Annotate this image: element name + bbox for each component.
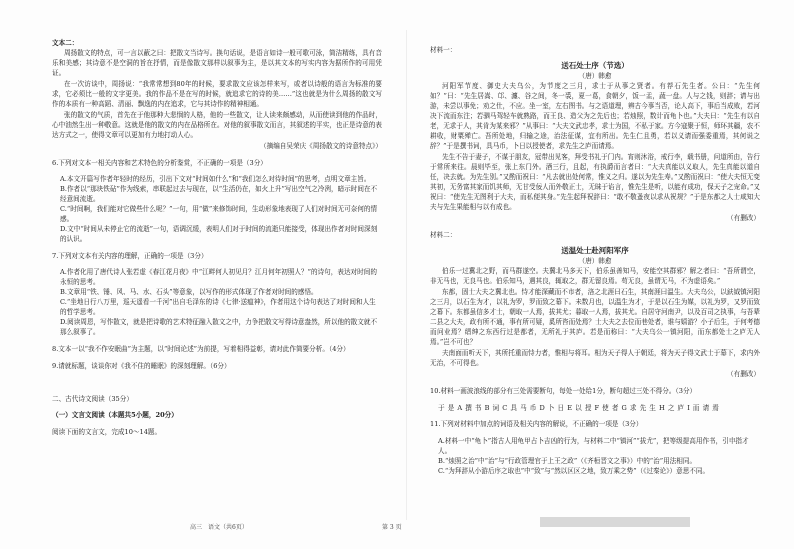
q7-option-a: A.作者化用了唐代诗人张若虚《春江花月夜》中“江畔何人初见月？江月何年初照人？”的诗句，表达对时间的永恒的思考。: [60, 268, 377, 287]
text2-para-2: 张的散文的气质，首先在于他那种大悲悯的人格，他的一些散文，让人读来颇感动，从而使读到他的作品时，心中油然生出一种敬意。这就是他的散文的内在品格所在。对他的叙事散文而言，其叙述的平实，也正是诗意的表达方式之一，使得文章可以更加有力地打动人心。: [52, 111, 382, 139]
material-1-label: 材料一：: [430, 45, 457, 54]
material-1-source: （有删改）: [727, 214, 760, 223]
redacted-block: [540, 517, 690, 527]
section-2-title: 二、古代诗文阅读（35分）: [52, 394, 133, 403]
footer-left: 高三 语文（共6页）: [190, 524, 248, 531]
q11-option-c: C.“为拜辞从小游后序之取也”中“致”与“然以区区之地，致万乘之势”（《过秦论》）意思不同。: [438, 466, 710, 475]
material-2-source: （有删改）: [727, 370, 760, 379]
left-column: [52, 38, 382, 508]
question-6: 6.下列对文本一相关内容和艺术特色的分析鉴赏，不正确的一项是（3分）: [52, 158, 267, 167]
q6-option-d: D.文中“时间从未停止它的流逝”一句，语调沉缓，表明人们对于时间的流逝只能接受，体现出作者对时间深刻的认识。: [60, 225, 378, 244]
material-2-author: （唐）韩愈: [578, 257, 612, 266]
q11-option-b: B.“烛照之治”中“治”与“行政管理官于上王之政”（《齐桓晋文之事》）中的“治”用法相同。: [438, 456, 697, 465]
text2-para-1: 周扬散文的特点，可一言以蔽之曰：把散文当诗写。换句话说，是语言如诗一般可歌可泳，简洁精练，具有音乐和美感；其诗意不是空洞的旨在抒情，而是像散文那样以叙事为主，是以其文本的写实内容为据所作的可用凭证。: [52, 49, 382, 77]
material-2-para-2: 东都，固士大夫之冀北也。恃才能深藏而不市者，洛之北涯曰石生，其南涯曰温生。大夫乌公，以鈇钺镇河阳之三月，以石生为才，以礼为罗，罗而致之幕下。未数月也，以温生为才，于是以石生为媒，以礼为罗，又罗而致之幕下。东都虽信多才士，朝取一人焉，拔其尤；暮取一人焉，拔其尤。自居守河南尹，以及百司之执事，与吾辈二县之大夫，政有所不通，事有所可疑，奚所咨而处焉？士大夫之去位而巷处者，谁与嬉游？小子后生，于何考德而问业焉？缙绅之东西行过是都者，无所礼于其庐。若是而称曰：“大夫乌公一镇河阳，而东都处士之庐无人焉。”岂不可也？: [430, 288, 760, 347]
q6-option-b: B.作者以“那块铁砧”作为线索，串联起过去与现在，以“生活仍在，如火上升”写出空气之冷冽，暗示时间在不经意间流逝。: [60, 185, 378, 204]
q11-option-a: A.材料一中“龟卜”指古人用龟甲占卜吉凶的行为，与材料二中“镇河”“拔尤”，把等级提高用作书，引申指才人。: [438, 436, 749, 455]
q6-option-a: A.本文开篇写作者年轻时的经历，引出下文对“时间如什么”和“我们怎么对待时间”的思考，点明文章主旨。: [60, 175, 371, 184]
material-2-label: 材料二：: [430, 230, 457, 239]
material-1-para-2: 先生不告于妻子，不谋于朋友，冠带出见客，拜受书礼于门内。宵则沐浴，戒行李，载书册，问道所由，告行于常所来往。晨则毕至，张上东门外。酒三行，且起，有执爵而言者曰：“大夫真能以义取人，先生真能以道自任，决去就。为先生别。”又酌而祝曰：“凡去就出处何常，惟义之归。遂以为先生寿。”又酌而祝曰：“使大夫恒无变其初，无务富其家而饥其师，无甘受佞人而外敬正士，无昧于谄言，惟先生是听，以能有成功，保天子之宠命。”又祝曰：“使先生无图利于大夫，而私便其身。”先生起拜祝辞曰：“敢不敬蚤夜以求从祝规？”于是东都之人士咸知大夫与先生果能相与以有成也。: [430, 153, 760, 212]
question-7: 7.下列对文本有关内容的理解，正确的一项是（3分）: [52, 251, 208, 260]
material-2-para-3: 夫南面而听天下，其所托重而恃力者，惟相与将耳。相为天子得人于朝廷，将为天子得文武士于幕下，求内外无治，不可得也。: [430, 349, 760, 368]
q10-sentence-boxes: 于 是 A 撰 书 B 词 C 具 马 币 D 卜 日 E 以 授 F 使 者 G 求 先 生 H 之 庐 I 而 请 焉: [438, 403, 720, 412]
text2-heading: 文本二：: [52, 39, 79, 47]
question-8: 8.文本一以“我不作安眠曲”为主题，以“时间论述”为前提，写着相得益彰，请对此作简要分析。（4分）: [52, 344, 350, 353]
text2-source: （摘编自吴荣庆《周扬散文的诗意特点》）: [260, 142, 382, 150]
question-11: 11.下列对材料中加点的词语及相关内容的解说，不正确的一项是（3分）: [430, 420, 643, 429]
material-1-title: 送石处士序（节选）: [561, 61, 629, 71]
section-2-instruction: 阅读下面的文言文，完成10～14题。: [52, 427, 162, 436]
material-1-author: （唐）韩愈: [578, 72, 612, 81]
material-2-title: 送温处士赴河阳军序: [561, 246, 629, 256]
material-2-para-1: 伯乐一过冀北之野，而马群遂空。夫冀北马多天下，伯乐虽善知马，安能空其群邪？解之者曰：“吾所谓空，非无马也，无良马也。伯乐知马，遇其良，辄取之，群无留良焉。苟无良，虽谓无马，不为虚语矣。”: [430, 267, 760, 286]
footer-page-number: 第 3 页: [382, 524, 402, 531]
question-10: 10.材料一画波浪线的部分有三处需要断句，每处一处给1分，断句超过三处不得分。（3分）: [430, 386, 697, 395]
q7-option-b: B.文章用“铁、锤、风、马、水、石头”等意象，以写作的形式体现了作者对时间的感悟。: [60, 288, 318, 297]
right-column: [430, 38, 760, 508]
material-1-para-1: 河阳军节度、御史大夫乌公，为节度之三月，求士于从事之贤者。有荐石先生者。公曰：“先生何如？”曰：“先生居嵩、邙、瀍、谷之间，冬一裘，夏一葛，食朝夕，饭一盂，蔬一盘。人与之钱，则辞；请与出游，未尝以事免；劝之仕，不应。坐一室，左右图书。与之语道理，辨古今事当否，论人高下，事后当成败，若河决下流而东注；若驷马驾轻车就熟路，而王良、造父为之先后也；若烛照，数计而龟卜也。”大夫曰：“先生有以自老，无求于人，其肯为某来邪？”从事曰：“大夫文武忠孝，求士为国，不私于家。方今寇聚于恒，师环其疆，农不耕收，财粟殚亡。吾所处地，归输之途，治法征谋，宜有所出。先生仁且勇，若以义请而强委重焉，其何说之辞？”于是撰书词，具马币，卜日以授使者，求先生之庐而请焉。: [430, 82, 760, 151]
question-9: 9.请就标题，谈谈你对《我不住的睡眠》的深刻理解。（6分）: [52, 361, 231, 370]
column-divider: [406, 30, 407, 520]
q6-option-c: C.“时间啊，我们能对它做些什么呢？”一句，用“做”来修饰时间，生动形象地表现了人们对时间无可奈何的情感。: [60, 205, 378, 224]
text2-para-1b: 在一次访谈中，周扬说：“我常常想到80年的时候，要求散文应该怎样来写，或者以诗般的语言为标准的要求，它必须比一般的文字更美。我的作品不是在写的时候，就追求它的诗的美……”这也就是为什么周扬的散文写作的本质有一种高蹈、清丽、飘逸的内在追求，它与其诗作的精神相通。: [52, 80, 382, 108]
section-2-subtitle: （一）文言文阅读（本题共5小题，20分）: [52, 411, 178, 420]
q7-option-d: D.阅读周恩，写作散文，就是把诗歌的艺术特征融入散文之中，力争把散文写得诗意盎然，所以他的散文就不那么叙事了。: [60, 318, 378, 337]
q7-option-c: C.“坐地日行八万里，巡天遥看一千河”出自毛泽东的诗《七律·送瘟神》，作者用这个诗句表达了对时间和人生的哲学思考。: [60, 298, 376, 317]
